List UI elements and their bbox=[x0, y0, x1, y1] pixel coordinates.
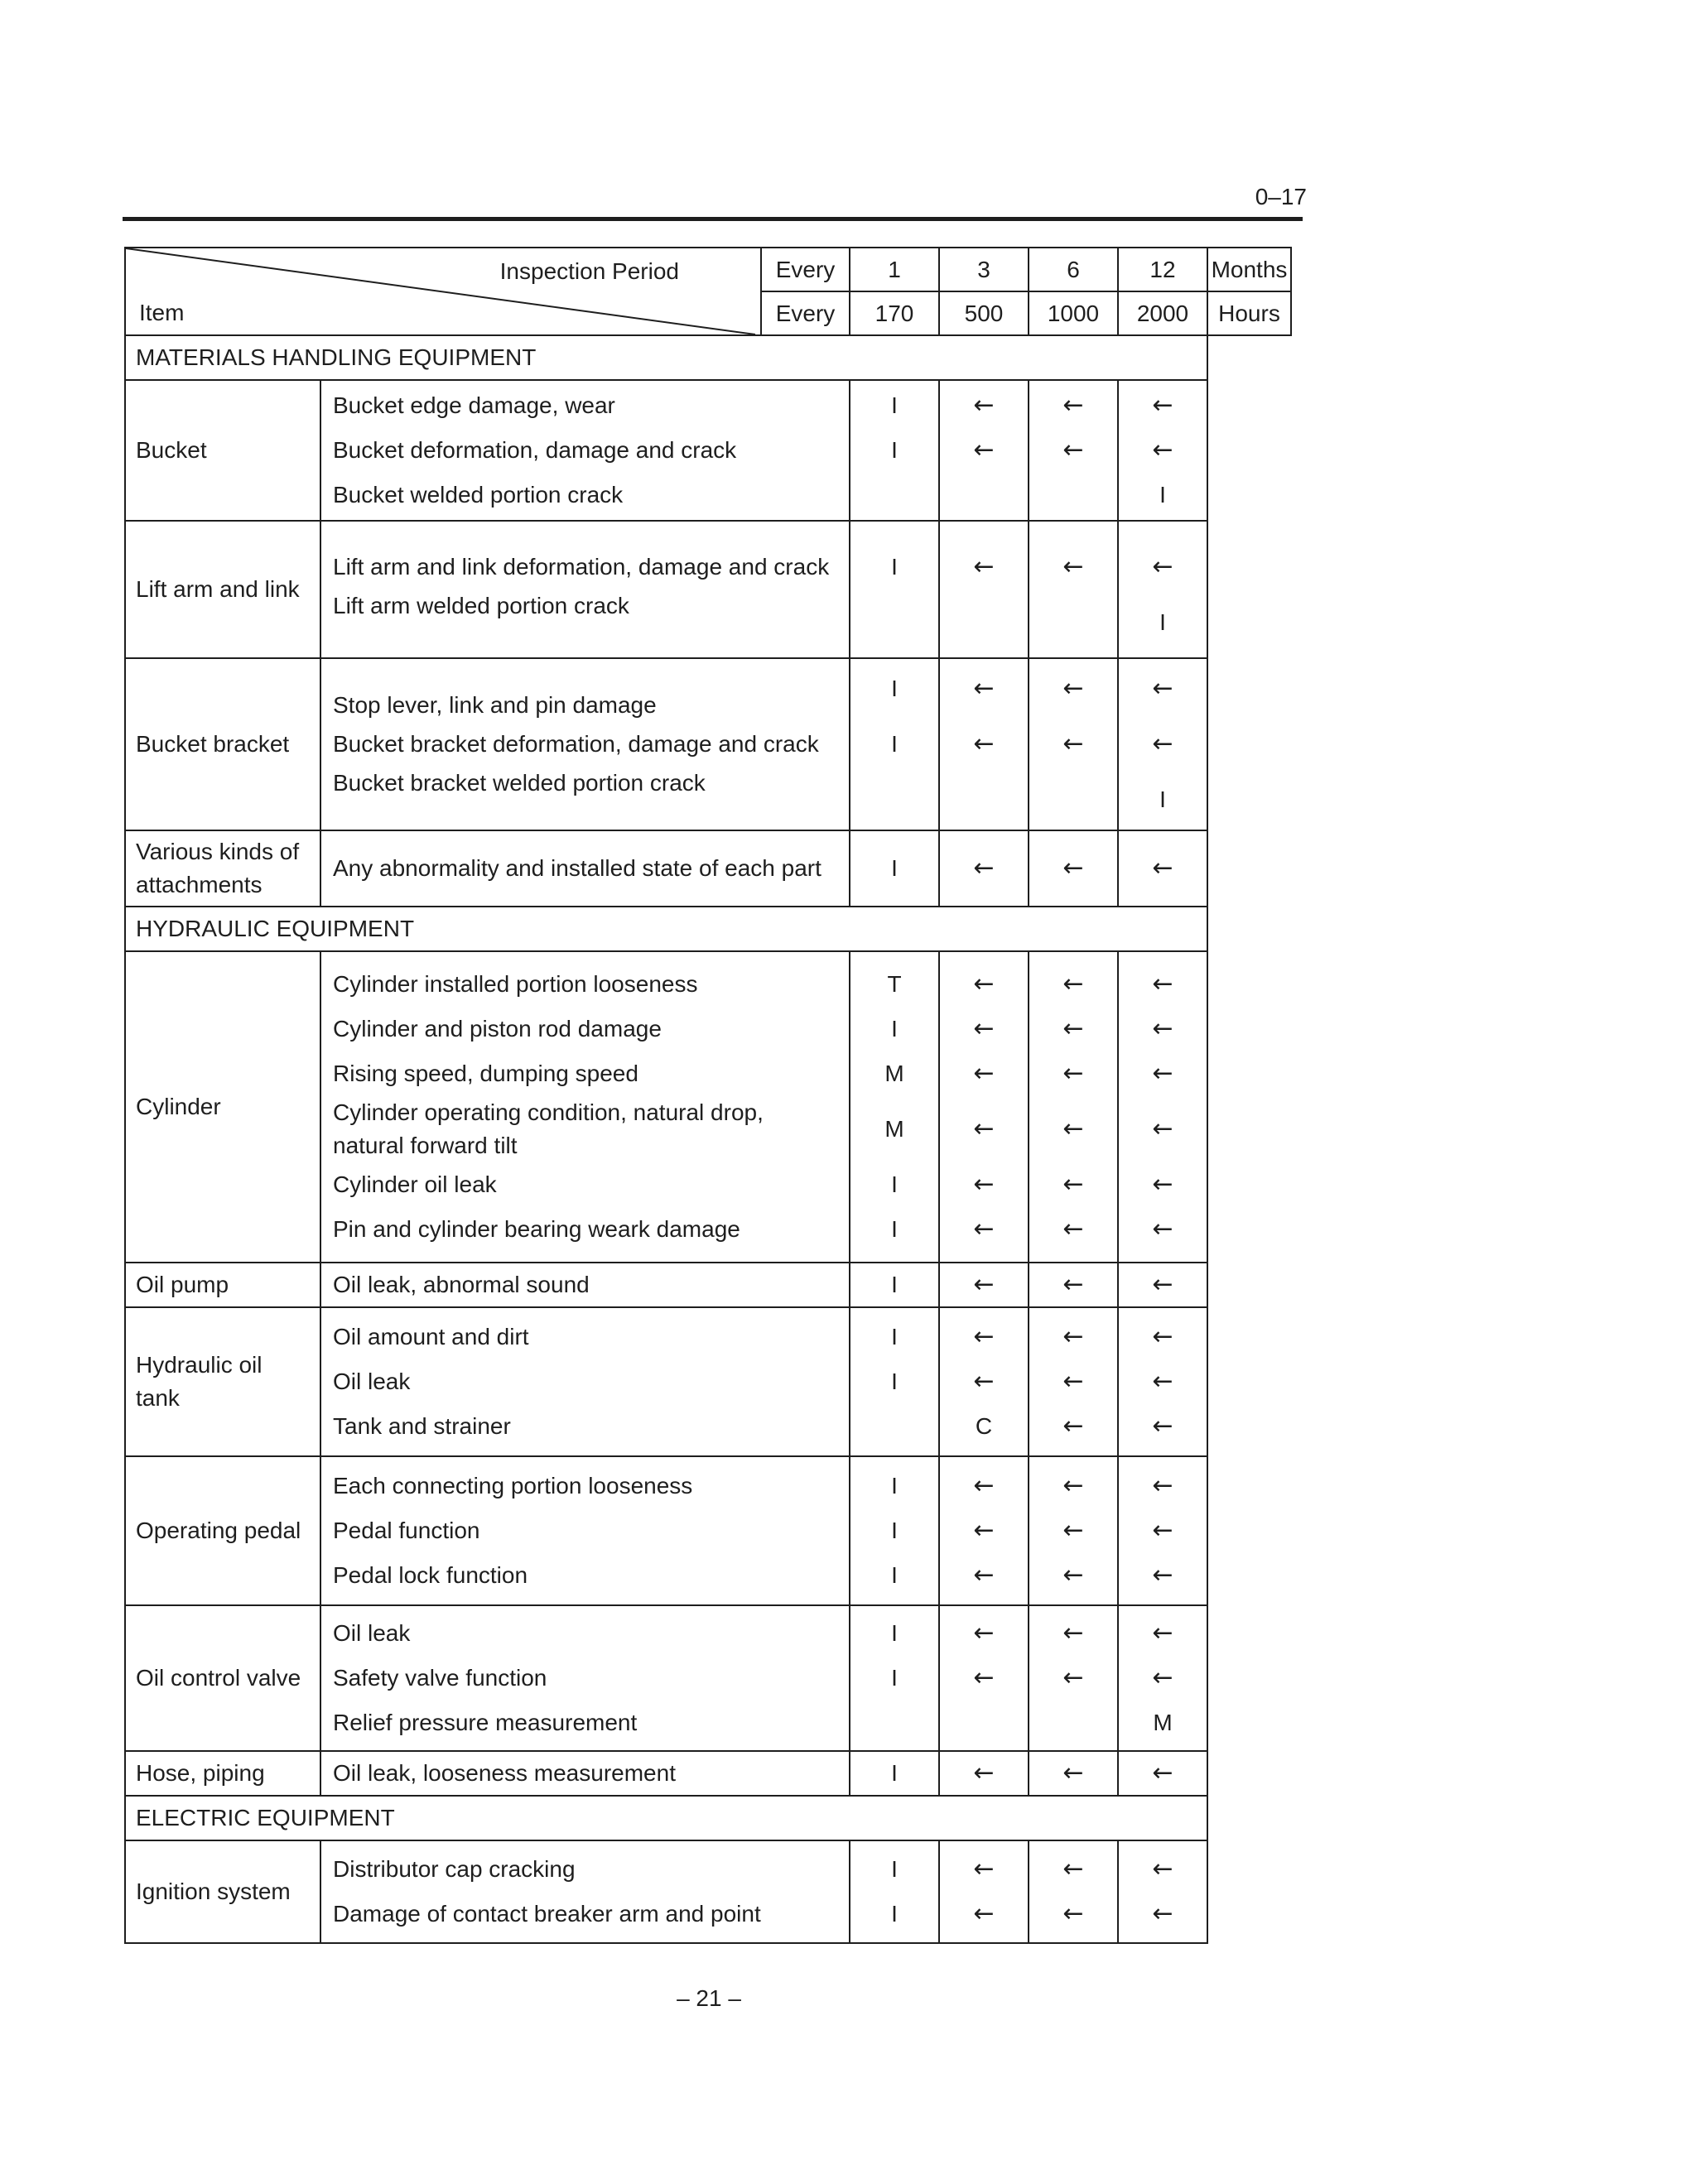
month-6-code: ← bbox=[1029, 1751, 1118, 1796]
section-heading: ELECTRIC EQUIPMENT bbox=[125, 1796, 1207, 1840]
month-6-codes: ← ← bbox=[1029, 658, 1118, 830]
month-1-codes: I I bbox=[850, 658, 939, 830]
item-name: Hose, piping bbox=[125, 1751, 320, 1796]
month-1-code: I bbox=[850, 1751, 939, 1796]
month-6-codes: ← ← ← bbox=[1029, 1307, 1118, 1456]
table-row bbox=[125, 521, 1291, 658]
header-rule bbox=[123, 217, 1303, 221]
table-row bbox=[125, 380, 1291, 521]
month-3-code: ← bbox=[939, 1751, 1029, 1796]
inspection-descriptions: Bucket edge damage, wear Bucket deformation, damage and crack Bucket welded portion crack bbox=[320, 380, 850, 521]
month-12-codes: ← ← I bbox=[1118, 658, 1207, 830]
month-3-codes: ← ← ← bbox=[939, 1456, 1029, 1605]
table-row bbox=[125, 1840, 1291, 1943]
month-3-codes: ← ← C bbox=[939, 1307, 1029, 1456]
item-name: Cylinder bbox=[125, 951, 320, 1263]
item-name: Bucket bbox=[125, 380, 320, 521]
inspection-schedule-table bbox=[124, 247, 1292, 1944]
page-reference: 0–17 bbox=[1255, 184, 1307, 209]
inspection-description: Any abnormality and installed state of each part bbox=[320, 830, 850, 907]
month-1: 1 bbox=[850, 248, 939, 291]
month-6-codes: ← ← ← ← ← ← bbox=[1029, 951, 1118, 1263]
page-number: – 21 – bbox=[677, 1985, 741, 2011]
inspection-period-label: Inspection Period bbox=[499, 258, 679, 284]
month-3-code: ← bbox=[939, 830, 1029, 907]
month-12-codes: ← ← I bbox=[1118, 380, 1207, 521]
inspection-description: Oil leak, looseness measurement bbox=[320, 1751, 850, 1796]
item-name: Lift arm and link bbox=[125, 521, 320, 658]
item-name: Hydraulic oil tank bbox=[125, 1307, 320, 1456]
inspection-description: Oil leak, abnormal sound bbox=[320, 1263, 850, 1307]
month-6-codes: ← ← bbox=[1029, 380, 1118, 521]
month-6-code: ← bbox=[1029, 1263, 1118, 1307]
every-label: Every bbox=[761, 248, 850, 291]
month-3-codes: ← ← ← ← ← ← bbox=[939, 951, 1029, 1263]
section-heading: HYDRAULIC EQUIPMENT bbox=[125, 907, 1207, 951]
every-label: Every bbox=[761, 291, 850, 335]
month-1-codes: T I M M I I bbox=[850, 951, 939, 1263]
month-6-codes: ← ← bbox=[1029, 1605, 1118, 1751]
month-12-code: ← bbox=[1118, 1263, 1207, 1307]
inspection-descriptions: Each connecting portion looseness Pedal function Pedal lock function bbox=[320, 1456, 850, 1605]
inspection-descriptions: Cylinder installed portion looseness Cylinder and piston rod damage Rising speed, dumping speed Cylinder operating condition, natural drop, natural forward tilt Cylinder oil leak Pin and cylinder bearing weark damage bbox=[320, 951, 850, 1263]
month-12-codes: ← ← M bbox=[1118, 1605, 1207, 1751]
month-3-codes: ← ← bbox=[939, 1840, 1029, 1943]
inspection-descriptions: Stop lever, link and pin damage Bucket bracket deformation, damage and crack Bucket bracket welded portion crack bbox=[320, 658, 850, 830]
item-name: Oil pump bbox=[125, 1263, 320, 1307]
hours-1000: 1000 bbox=[1029, 291, 1118, 335]
month-12-code: ← bbox=[1118, 1751, 1207, 1796]
table-row bbox=[125, 1605, 1291, 1751]
month-6-codes: ← bbox=[1029, 521, 1118, 658]
month-6-codes: ← ← bbox=[1029, 1840, 1118, 1943]
hours-unit: Hours bbox=[1207, 291, 1291, 335]
month-1-codes: I I bbox=[850, 1307, 939, 1456]
table-row bbox=[125, 658, 1291, 830]
inspection-descriptions: Distributor cap cracking Damage of contact breaker arm and point bbox=[320, 1840, 850, 1943]
item-label: Item bbox=[139, 300, 185, 325]
month-1-codes: I I bbox=[850, 1605, 939, 1751]
table-row bbox=[125, 1456, 1291, 1605]
item-name: Various kinds of attachments bbox=[125, 830, 320, 907]
section-heading: MATERIALS HANDLING EQUIPMENT bbox=[125, 335, 1207, 380]
month-12-codes: ← I bbox=[1118, 521, 1207, 658]
item-name: Oil control valve bbox=[125, 1605, 320, 1751]
month-3-codes: ← ← bbox=[939, 380, 1029, 521]
month-6: 6 bbox=[1029, 248, 1118, 291]
item-name: Ignition system bbox=[125, 1840, 320, 1943]
month-3-code: ← bbox=[939, 1263, 1029, 1307]
month-12-code: ← bbox=[1118, 830, 1207, 907]
month-12: 12 bbox=[1118, 248, 1207, 291]
month-12-codes: ← ← ← bbox=[1118, 1307, 1207, 1456]
month-1-codes: I I bbox=[850, 1840, 939, 1943]
month-1-code: I bbox=[850, 830, 939, 907]
month-3-codes: ← ← bbox=[939, 658, 1029, 830]
month-1-codes: I bbox=[850, 521, 939, 658]
month-3: 3 bbox=[939, 248, 1029, 291]
table-row bbox=[125, 1263, 1291, 1307]
table-row bbox=[125, 1307, 1291, 1456]
item-name: Operating pedal bbox=[125, 1456, 320, 1605]
table-row bbox=[125, 830, 1291, 907]
month-12-codes: ← ← ← ← ← ← bbox=[1118, 951, 1207, 1263]
months-unit: Months bbox=[1207, 248, 1291, 291]
header-corner-cell bbox=[125, 248, 761, 335]
item-name: Bucket bracket bbox=[125, 658, 320, 830]
table-row bbox=[125, 951, 1291, 1263]
hours-170: 170 bbox=[850, 291, 939, 335]
hours-500: 500 bbox=[939, 291, 1029, 335]
inspection-descriptions: Oil leak Safety valve function Relief pressure measurement bbox=[320, 1605, 850, 1751]
hours-2000: 2000 bbox=[1118, 291, 1207, 335]
month-1-codes: I I I bbox=[850, 1456, 939, 1605]
inspection-descriptions: Oil amount and dirt Oil leak Tank and strainer bbox=[320, 1307, 850, 1456]
month-12-codes: ← ← ← bbox=[1118, 1456, 1207, 1605]
table-row bbox=[125, 1751, 1291, 1796]
inspection-descriptions: Lift arm and link deformation, damage and crack Lift arm welded portion crack bbox=[320, 521, 850, 658]
month-6-code: ← bbox=[1029, 830, 1118, 907]
month-3-codes: ← ← bbox=[939, 1605, 1029, 1751]
month-1-code: I bbox=[850, 1263, 939, 1307]
month-6-codes: ← ← ← bbox=[1029, 1456, 1118, 1605]
month-3-codes: ← bbox=[939, 521, 1029, 658]
month-12-codes: ← ← bbox=[1118, 1840, 1207, 1943]
month-1-codes: I I bbox=[850, 380, 939, 521]
